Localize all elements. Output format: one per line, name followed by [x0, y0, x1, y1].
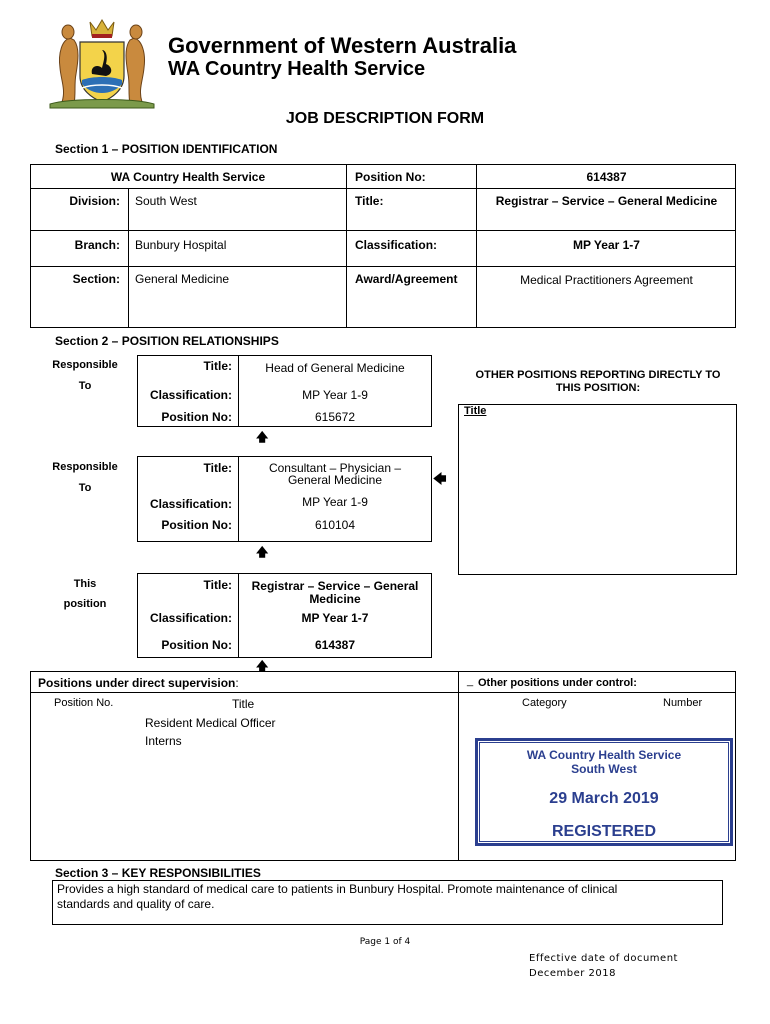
box3-classification-label: Classification: [149, 611, 232, 625]
section-label: Section: [72, 272, 120, 286]
box1-position-no-label: Position No: [161, 410, 232, 424]
responsibilities-text-line1: Provides a high standard of medical care to patients in Bunbury Hospital. Promote maintenance of clinical [57, 882, 618, 896]
org-name-line2: WA Country Health Service [168, 58, 426, 80]
stamp-line2: South West [571, 762, 637, 776]
box1-title-label: Title: [203, 359, 232, 373]
box1-classification-label: Classification: [149, 388, 232, 402]
up-arrow-icon: 🡅 [256, 545, 269, 559]
box2-position-no-label: Position No: [161, 518, 232, 532]
section-value: General Medicine [135, 272, 230, 286]
box2-title-line2: General Medicine [287, 473, 383, 487]
other-positions-heading-line1: OTHER POSITIONS REPORTING DIRECTLY TO [475, 369, 721, 381]
direct-supervision-heading [38, 676, 239, 690]
direct-supervision-colon: : [235, 676, 239, 690]
to-label-1: To [78, 380, 92, 392]
box3-classification: MP Year 1-7 [301, 611, 369, 625]
effective-date-value: December 2018 [529, 968, 616, 979]
award-label: Award/Agreement [355, 272, 458, 286]
box2-title-line1: Consultant – Physician – [268, 461, 402, 475]
form-title: JOB DESCRIPTION FORM [285, 110, 485, 127]
position-no-value: 614387 [586, 170, 627, 184]
section1-heading: Section 1 – POSITION IDENTIFICATION [55, 142, 278, 156]
other-positions-title-col: Title [464, 405, 487, 417]
stamp-date: 29 March 2019 [549, 790, 659, 807]
col-title: Title [232, 697, 255, 711]
to-label-2: To [78, 482, 92, 494]
box2-title-label: Title: [203, 461, 232, 475]
service-name: WA Country Health Service [110, 170, 266, 184]
other-control-prefix: _ [467, 675, 474, 687]
other-control-heading: Other positions under control: [478, 677, 637, 689]
position-label: position [63, 598, 107, 610]
division-label: Division: [69, 194, 120, 208]
this-label: This [73, 578, 97, 590]
coat-of-arms-logo [40, 18, 164, 110]
box1-title: Head of General Medicine [265, 361, 405, 375]
direct-supervision-heading-text: Positions under direct supervision [38, 676, 236, 690]
responsible-label-2: Responsible [52, 461, 118, 473]
col-number: Number [663, 697, 703, 709]
classification-label: Classification: [355, 238, 438, 252]
box1-position-no: 615672 [314, 410, 356, 424]
box2-classification: MP Year 1-9 [302, 495, 368, 509]
division-value: South West [135, 194, 197, 208]
supervised-role-1: Resident Medical Officer [145, 716, 276, 730]
box3-title-line2: Medicine [309, 592, 361, 606]
branch-value: Bunbury Hospital [135, 238, 227, 252]
box3-title-line1: Registrar – Service – General [251, 579, 419, 593]
title-label: Title: [355, 194, 384, 208]
up-arrow-icon: 🡅 [256, 659, 269, 673]
other-positions-heading-line2: THIS POSITION: [555, 382, 641, 394]
branch-label: Branch: [74, 238, 120, 252]
box2-classification-label: Classification: [149, 497, 232, 511]
responsible-label-1: Responsible [52, 359, 118, 371]
other-positions-box [458, 404, 737, 575]
classification-value: MP Year 1-7 [573, 238, 640, 252]
title-value: Registrar – Service – General Medicine [495, 194, 718, 208]
registration-stamp [475, 738, 733, 846]
box3-position-no: 614387 [314, 638, 356, 652]
section2-heading: Section 2 – POSITION RELATIONSHIPS [55, 334, 279, 348]
stamp-line1: WA Country Health Service [526, 748, 682, 762]
col-position-no: Position No. [54, 697, 114, 709]
up-arrow-icon: 🡅 [256, 430, 269, 444]
box3-title-label: Title: [203, 578, 232, 592]
section3-heading: Section 3 – KEY RESPONSIBILITIES [55, 866, 261, 880]
org-name-line1: Government of Western Australia [168, 33, 517, 58]
responsibilities-text-line2: standards and quality of care. [57, 897, 215, 911]
position-no-label: Position No: [355, 170, 426, 184]
box1-classification: MP Year 1-9 [302, 388, 368, 402]
box2-position-no: 610104 [314, 518, 356, 532]
box3-position-no-label: Position No: [161, 638, 232, 652]
col-category: Category [522, 697, 567, 709]
award-value: Medical Practitioners Agreement [520, 273, 693, 287]
stamp-status: REGISTERED [551, 823, 656, 840]
page-number: Page 1 of 4 [359, 937, 411, 947]
effective-date-label: Effective date of document [529, 953, 678, 964]
supervised-role-2: Interns [145, 734, 182, 748]
left-arrow-icon: 🡄 [433, 471, 447, 486]
